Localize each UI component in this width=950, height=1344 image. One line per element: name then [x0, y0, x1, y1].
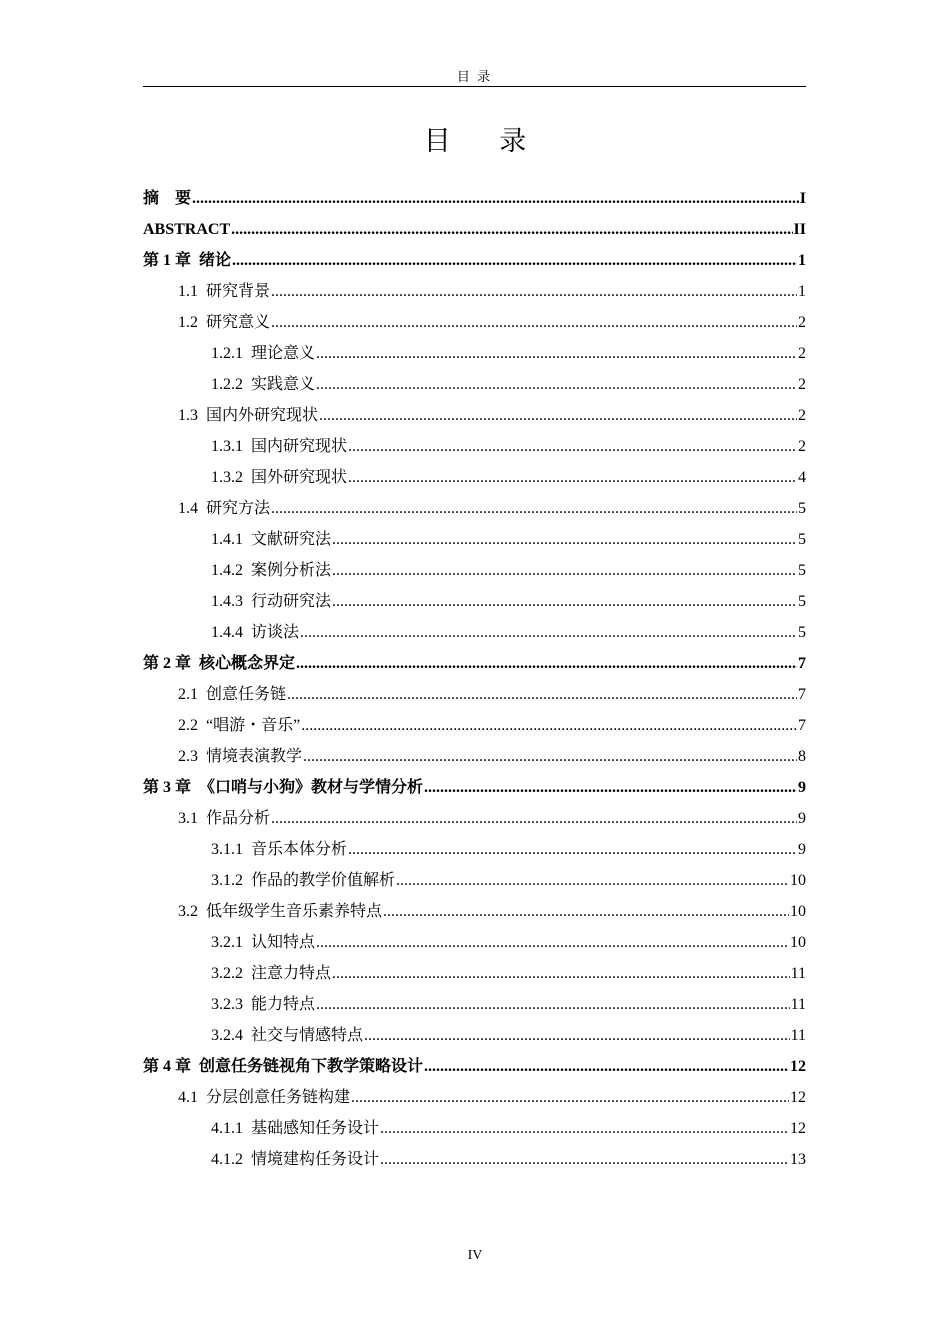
toc-entry-label: 绪论 — [199, 252, 232, 269]
page-title: 目 录 — [423, 126, 547, 157]
toc-entry-label: 创意任务链视角下教学策略设计 — [199, 1058, 424, 1075]
toc-entry-number: 2.3 — [178, 748, 198, 765]
toc-entry-page: 2 — [798, 376, 806, 393]
dot-leader — [332, 524, 797, 555]
toc-entry-page: 11 — [790, 1027, 806, 1044]
dot-leader — [301, 710, 797, 741]
toc-entry-label: 国内外研究现状 — [206, 407, 319, 424]
toc-entry-number: 第 1 章 — [143, 252, 192, 269]
toc-entry-label: 案例分析法 — [251, 562, 332, 579]
toc-entry-number: 1.2.1 — [211, 345, 243, 362]
toc-entry-label: 行动研究法 — [251, 593, 332, 610]
toc-entry-number: 3.1.1 — [211, 841, 243, 858]
toc-entry-label: 理论意义 — [251, 345, 316, 362]
toc-entry-page: 13 — [790, 1151, 806, 1168]
toc-entry-label: 国外研究现状 — [251, 469, 348, 486]
toc-entry[interactable] — [143, 1051, 806, 1082]
toc-entry[interactable] — [143, 462, 806, 493]
toc-entry[interactable] — [143, 1144, 806, 1175]
toc-entry-number: 1.4.1 — [211, 531, 243, 548]
dot-leader — [351, 1082, 789, 1113]
toc-entry[interactable] — [143, 896, 806, 927]
dot-leader — [271, 493, 797, 524]
toc-entry-label: 基础感知任务设计 — [251, 1120, 380, 1137]
toc-entry-number: 1.4.2 — [211, 562, 243, 579]
toc-entry-page: 7 — [798, 655, 806, 672]
toc-entry-page: I — [799, 190, 806, 207]
toc-entry-number: 1.3.1 — [211, 438, 243, 455]
dot-leader — [192, 183, 799, 214]
dot-leader — [380, 1113, 789, 1144]
toc-entry-page: 10 — [790, 903, 806, 920]
toc-entry[interactable] — [143, 307, 806, 338]
toc-entry-number: 1.2.2 — [211, 376, 243, 393]
toc-entry[interactable] — [143, 555, 806, 586]
toc-entry-number: 第 2 章 — [143, 655, 192, 672]
toc-entry[interactable] — [143, 679, 806, 710]
dot-leader — [380, 1144, 789, 1175]
dot-leader — [316, 338, 797, 369]
toc-entry-page: 5 — [798, 531, 806, 548]
toc-entry-number: 4.1.1 — [211, 1120, 243, 1137]
toc-entry-page: 8 — [798, 748, 806, 765]
toc-entry-label: 注意力特点 — [251, 965, 332, 982]
toc-entry-number: 2.1 — [178, 686, 198, 703]
dot-leader — [383, 896, 789, 927]
dot-leader — [287, 679, 797, 710]
toc-entry-number: 3.2 — [178, 903, 198, 920]
dot-leader — [424, 772, 797, 803]
toc-entry-page: 2 — [798, 314, 806, 331]
toc-entry[interactable] — [143, 431, 806, 462]
dot-leader — [332, 555, 797, 586]
toc-entry-label: 作品的教学价值解析 — [251, 872, 396, 889]
toc-entry-number: 1.4.4 — [211, 624, 243, 641]
toc-entry-label: 核心概念界定 — [199, 655, 296, 672]
toc-entry[interactable] — [143, 803, 806, 834]
toc-entry-label: ABSTRACT — [143, 221, 231, 238]
toc-entry-page: II — [793, 221, 806, 238]
toc-entry[interactable] — [143, 617, 806, 648]
dot-leader — [232, 245, 797, 276]
dot-leader — [271, 276, 797, 307]
toc-entry-label: 摘 要 — [143, 190, 192, 207]
toc-entry-number: 1.4.3 — [211, 593, 243, 610]
toc-entry-page: 10 — [790, 872, 806, 889]
toc-entry[interactable] — [143, 524, 806, 555]
toc-entry-page: 12 — [790, 1089, 806, 1106]
toc-entry[interactable] — [143, 834, 806, 865]
toc-entry-page: 2 — [798, 345, 806, 362]
toc-entry-page: 1 — [798, 252, 806, 269]
toc-entry-label: 能力特点 — [251, 996, 316, 1013]
dot-leader — [300, 617, 797, 648]
toc-entry[interactable] — [143, 710, 806, 741]
dot-leader — [396, 865, 789, 896]
toc-entry-label: 研究方法 — [206, 500, 271, 517]
toc-entry-page: 5 — [798, 593, 806, 610]
dot-leader — [424, 1051, 789, 1082]
dot-leader — [271, 307, 797, 338]
dot-leader — [364, 1020, 790, 1051]
dot-leader — [296, 648, 797, 679]
toc-entry-page: 1 — [798, 283, 806, 300]
toc-entry-page: 2 — [798, 407, 806, 424]
toc-entry-number: 3.1.2 — [211, 872, 243, 889]
toc-entry-label: 音乐本体分析 — [251, 841, 348, 858]
dot-leader — [316, 927, 789, 958]
toc-entry[interactable] — [143, 493, 806, 524]
toc-entry[interactable] — [143, 865, 806, 896]
toc-entry-number: 3.1 — [178, 810, 198, 827]
dot-leader — [348, 462, 797, 493]
dot-leader — [332, 958, 790, 989]
toc-entry-page: 5 — [798, 500, 806, 517]
dot-leader — [231, 214, 792, 245]
toc-entry-page: 4 — [798, 469, 806, 486]
toc-entry-label: 创意任务链 — [206, 686, 287, 703]
toc-entry-page: 12 — [790, 1058, 806, 1075]
toc-entry-page: 10 — [790, 934, 806, 951]
toc-entry-page: 9 — [798, 779, 806, 796]
toc-entry-label: “唱游・音乐” — [206, 717, 301, 734]
toc-entry[interactable] — [143, 1082, 806, 1113]
toc-entry-label: 低年级学生音乐素养特点 — [206, 903, 383, 920]
dot-leader — [348, 834, 797, 865]
toc-entry[interactable] — [143, 183, 806, 214]
page-number: IV — [467, 1248, 483, 1263]
toc-entry-label: 文献研究法 — [251, 531, 332, 548]
page-footer — [0, 1246, 950, 1266]
dot-leader — [348, 431, 797, 462]
toc-entry-label: 情境建构任务设计 — [251, 1151, 380, 1168]
toc-entry-number: 3.2.3 — [211, 996, 243, 1013]
toc-entry-page: 9 — [798, 810, 806, 827]
dot-leader — [316, 989, 790, 1020]
toc-entry[interactable] — [143, 338, 806, 369]
toc-entry-page: 2 — [798, 438, 806, 455]
toc-entry[interactable] — [143, 586, 806, 617]
toc-entry[interactable] — [143, 1113, 806, 1144]
toc-entry[interactable] — [143, 927, 806, 958]
table-of-contents — [143, 183, 806, 1175]
toc-entry-page: 11 — [790, 996, 806, 1013]
toc-entry[interactable] — [143, 989, 806, 1020]
toc-entry[interactable] — [143, 958, 806, 989]
dot-leader — [332, 586, 797, 617]
toc-entry-label: 作品分析 — [206, 810, 271, 827]
toc-entry-label: 研究意义 — [206, 314, 271, 331]
toc-entry[interactable] — [143, 648, 806, 679]
toc-entry-page: 12 — [790, 1120, 806, 1137]
toc-entry-label: 情境表演教学 — [206, 748, 303, 765]
toc-entry-label: 研究背景 — [206, 283, 271, 300]
toc-entry-page: 5 — [798, 562, 806, 579]
toc-entry-number: 4.1.2 — [211, 1151, 243, 1168]
dot-leader — [303, 741, 797, 772]
toc-entry-number: 第 3 章 — [143, 779, 192, 796]
toc-entry[interactable] — [143, 369, 806, 400]
toc-entry[interactable] — [143, 400, 806, 431]
toc-entry-number: 1.1 — [178, 283, 198, 300]
toc-entry-label: 《口哨与小狗》教材与学情分析 — [199, 779, 424, 796]
toc-entry[interactable] — [143, 276, 806, 307]
toc-entry-number: 2.2 — [178, 717, 198, 734]
toc-entry-label: 社交与情感特点 — [251, 1027, 364, 1044]
page-header — [143, 68, 806, 87]
page-header-text: 目 录 — [456, 69, 493, 84]
toc-entry-number: 1.4 — [178, 500, 198, 517]
toc-entry-page: 7 — [798, 686, 806, 703]
toc-entry-number: 3.2.4 — [211, 1027, 243, 1044]
toc-entry[interactable] — [143, 772, 806, 803]
toc-entry-page: 9 — [798, 841, 806, 858]
toc-entry-number: 1.2 — [178, 314, 198, 331]
toc-entry-number: 第 4 章 — [143, 1058, 192, 1075]
dot-leader — [319, 400, 797, 431]
toc-entry-label: 国内研究现状 — [251, 438, 348, 455]
toc-entry-number: 1.3.2 — [211, 469, 243, 486]
toc-entry-label: 访谈法 — [251, 624, 300, 641]
toc-entry-page: 11 — [790, 965, 806, 982]
toc-entry-number: 3.2.2 — [211, 965, 243, 982]
toc-entry-label: 认知特点 — [251, 934, 316, 951]
toc-entry-label: 分层创意任务链构建 — [206, 1089, 351, 1106]
toc-entry-number: 3.2.1 — [211, 934, 243, 951]
toc-entry-page: 7 — [798, 717, 806, 734]
toc-entry[interactable] — [143, 741, 806, 772]
toc-entry-number: 4.1 — [178, 1089, 198, 1106]
toc-entry-label: 实践意义 — [251, 376, 316, 393]
dot-leader — [271, 803, 797, 834]
toc-entry-page: 5 — [798, 624, 806, 641]
toc-entry[interactable] — [143, 245, 806, 276]
toc-entry-number: 1.3 — [178, 407, 198, 424]
toc-entry[interactable] — [143, 1020, 806, 1051]
toc-entry[interactable] — [143, 214, 806, 245]
dot-leader — [316, 369, 797, 400]
